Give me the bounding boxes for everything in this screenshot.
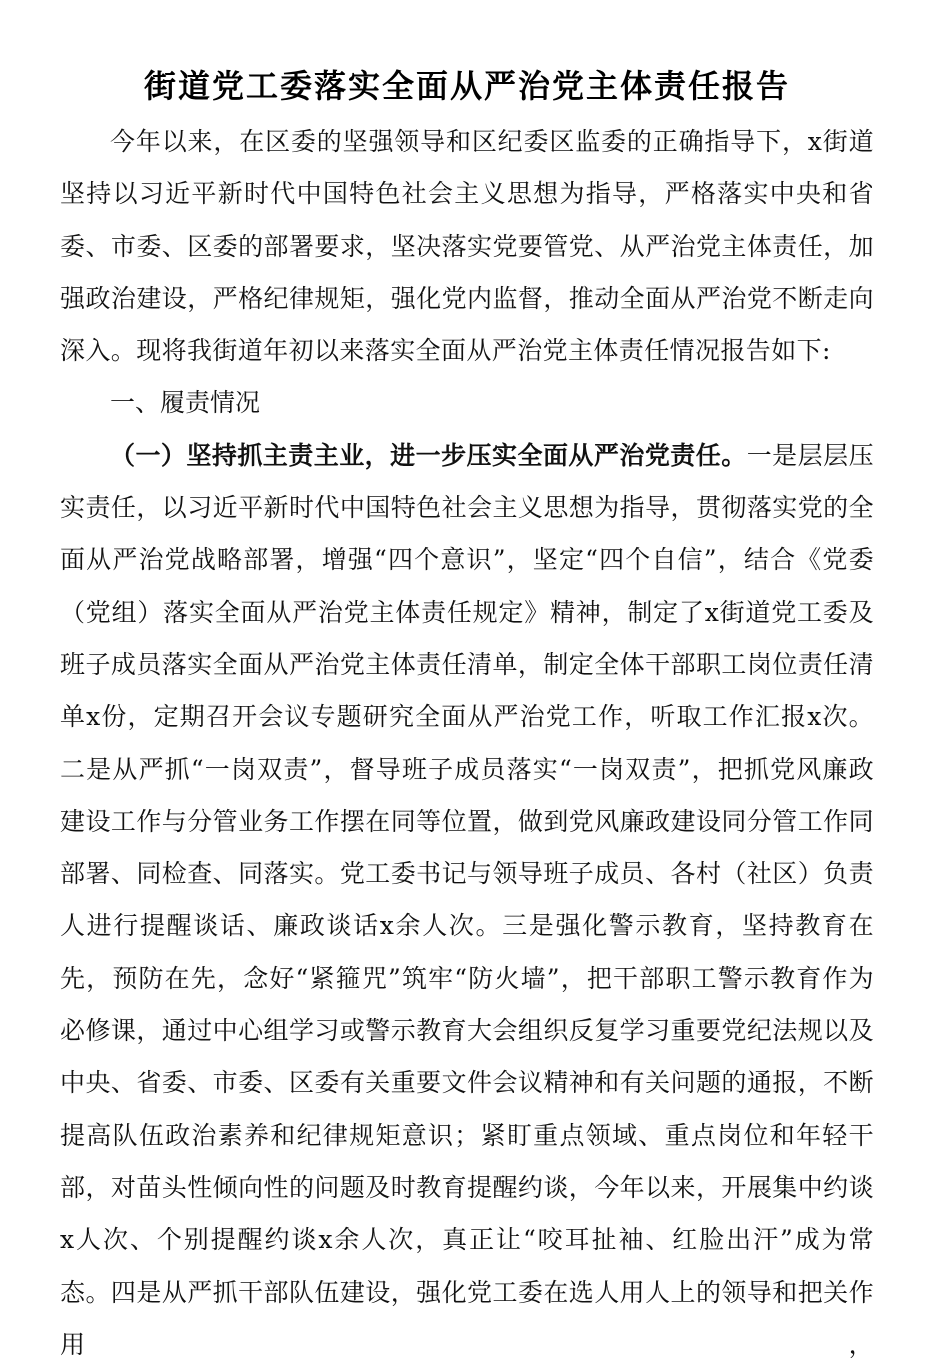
subsection-heading: （一）坚持抓主责主业，进一步压实全面从严治党责任。 bbox=[110, 440, 747, 470]
subsection-paragraph bbox=[60, 430, 874, 1371]
intro-paragraph: 今年以来，在区委的坚强领导和区纪委区监委的正确指导下，x街道坚持以习近平新时代中国特色社会主义思想为指导，严格落实中央和省委、市委、区委的部署要求，坚决落实党要管党、从严治党主体责任，加强政治建设，严格纪律规矩，强化党内监督，推动全面从严治党不断走向深入。现将我街道年初以来落实全面从严治党主体责任情况报告如下: bbox=[60, 127, 874, 366]
subsection-body: 一是层层压实责任，以习近平新时代中国特色社会主义思想为指导，贯彻落实党的全面从严治党战略部署，增强“四个意识”，坚定“四个自信”，结合《党委（党组）落实全面从严治党主体责任规定》精神，制定了x街道党工委及班子成员落实全面从严治党主体责任清单，制定全体干部职工岗位责任清单x份，定期召开会议专题研究全面从严治党工作，听取工作汇报x次。二是从严抓“一岗双责”，督导班子成员落实“一岗双责”，把抓党风廉政建设工作与分管业务工作摆在同等位置，做到党风廉政建设同分管工作同部署、同检查、同落实。党工委书记与领导班子成员、各村（社区）负责人进行提醒谈话、廉政谈话x余人次。三是强化警示教育，坚持教育在先，预防在先，念好“紧箍咒”筑牢“防火墙”，把干部职工警示教育作为必修课，通过中心组学习或警示教育大会组织反复学习重要党纪法规以及中央、省委、市委、区委有关重要文件会议精神和有关问题的通报，不断提高队伍政治素养和纪律规矩意识；紧盯重点领域、重点岗位和年轻干部，对苗头性倾向性的问题及时教育提醒约谈，今年以来，开展集中约谈x人次、个别提醒约谈x余人次，真正让“咬耳扯袖、红脸出汗”成为常态。四是从严抓干部队伍建设，强化党工委在选人用人上的领导和把关作用， bbox=[60, 440, 874, 1359]
section-heading: 一、履责情况 bbox=[110, 388, 261, 418]
document-title: 街道党工委落实全面从严治党主体责任报告 bbox=[143, 67, 790, 105]
